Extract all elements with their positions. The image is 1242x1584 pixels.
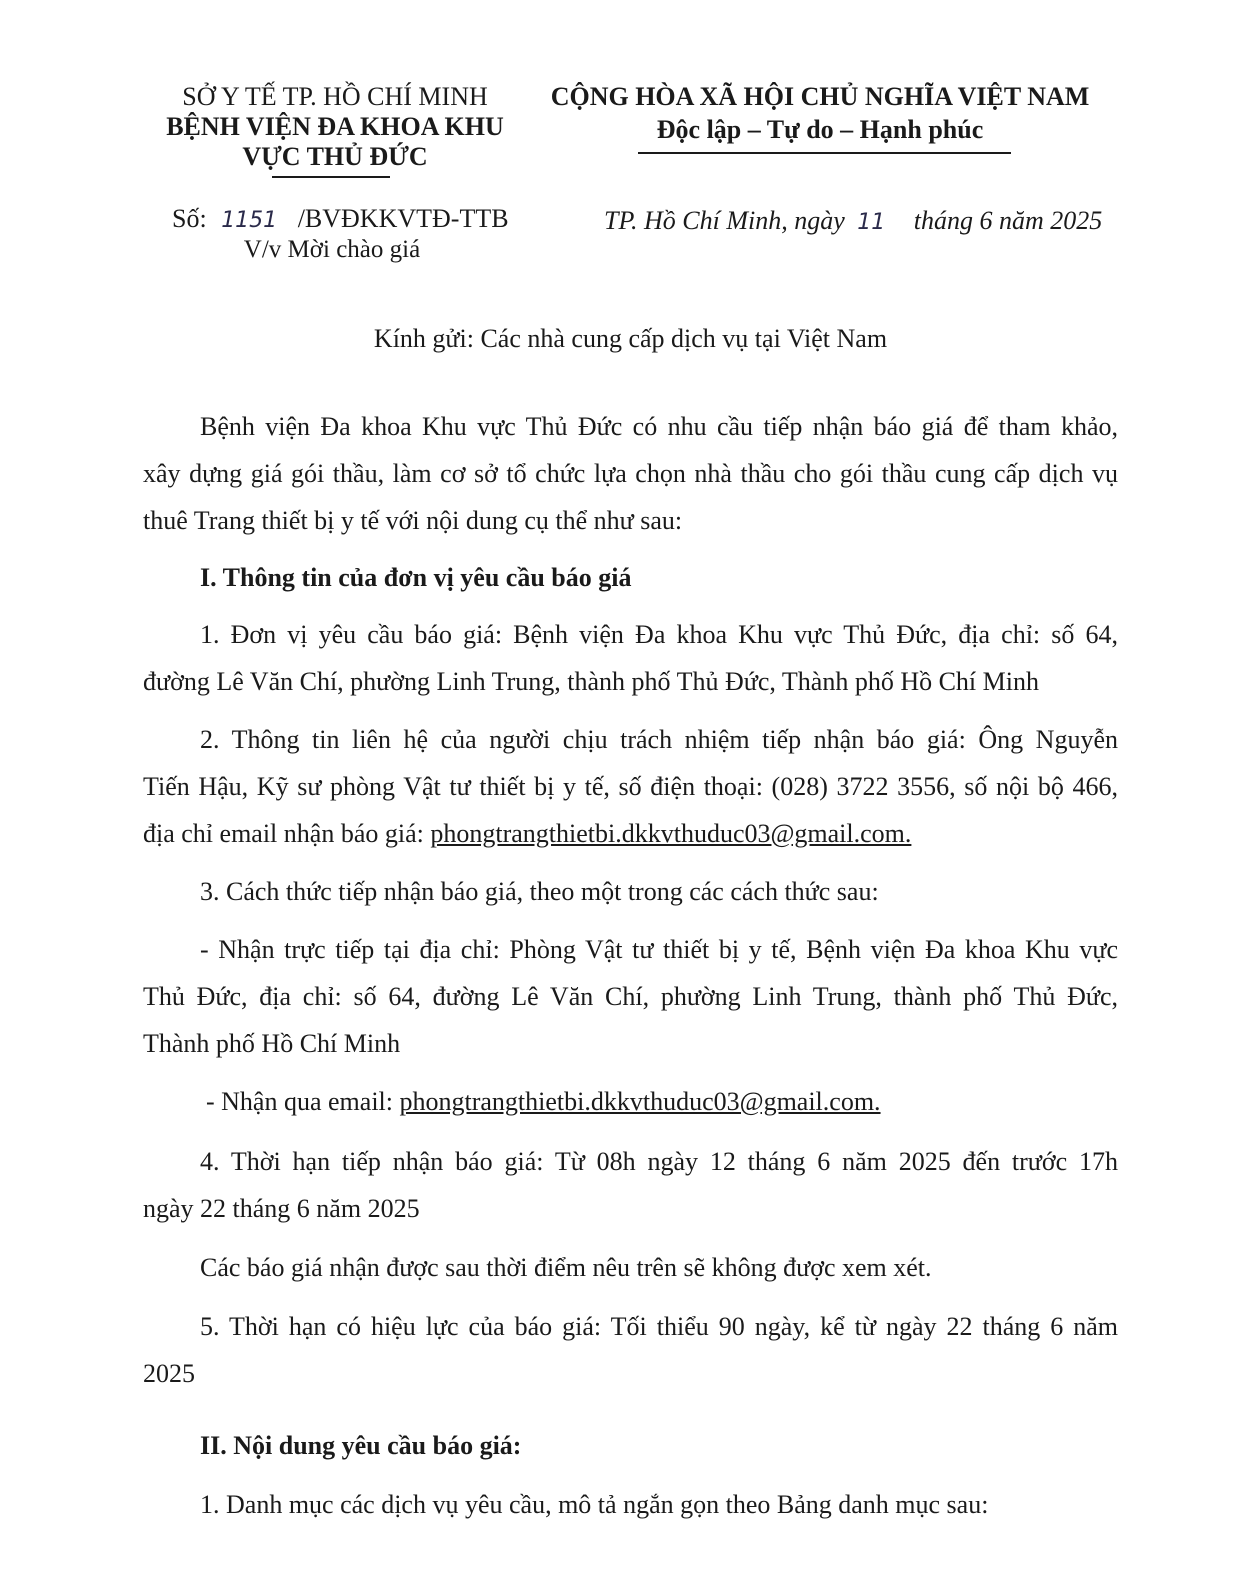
place-date: [604, 206, 1102, 236]
header-right-underline: [638, 152, 1011, 154]
item2-email-link[interactable]: phongtrangthietbi.dkkvthuduc03@gmail.com.: [430, 819, 912, 848]
item3-email-label: - Nhận qua email:: [206, 1087, 400, 1116]
doc-subject: V/v Mời chào giá: [243, 236, 421, 263]
item2-email-label: địa chỉ email nhận báo giá:: [143, 819, 431, 848]
section1-title: I. Thông tin của đơn vị yêu cầu báo giá: [200, 563, 632, 592]
item4-line-1: 4. Thời hạn tiếp nhận báo giá: Từ 08h ngày 12 tháng 6 năm 2025 đến trước 17h: [200, 1147, 1118, 1176]
item4-line-2: ngày 22 tháng 6 năm 2025: [143, 1194, 420, 1223]
doc-number-prefix: Số:: [172, 204, 207, 233]
intro-line-2: xây dựng giá gói thầu, làm cơ sở tổ chức lựa chọn nhà thầu cho gói thầu cung cấp dịch vụ: [143, 459, 1118, 488]
item3-direct-line-2: Thủ Đức, địa chỉ: số 64, đường Lê Văn Chí, phường Linh Trung, thành phố Thủ Đức,: [143, 982, 1118, 1011]
item1-line-2: đường Lê Văn Chí, phường Linh Trung, thành phố Thủ Đức, Thành phố Hồ Chí Minh: [143, 667, 1039, 696]
item5-line-1: 5. Thời hạn có hiệu lực của báo giá: Tối thiểu 90 ngày, kể từ ngày 22 tháng 6 năm: [200, 1312, 1118, 1341]
department-name: SỞ Y TẾ TP. HỒ CHÍ MINH: [182, 82, 488, 111]
item1-line-1: 1. Đơn vị yêu cầu báo giá: Bệnh viện Đa khoa Khu vực Thủ Đức, địa chỉ: số 64,: [200, 620, 1118, 649]
section2-item1: 1. Danh mục các dịch vụ yêu cầu, mô tả ngắn gọn theo Bảng danh mục sau:: [200, 1490, 989, 1519]
recipient: Kính gửi: Các nhà cung cấp dịch vụ tại Việt Nam: [373, 324, 888, 353]
place-date-after: tháng 6 năm 2025: [913, 206, 1103, 235]
intro-line-3: thuê Trang thiết bị y tế với nội dung cụ thể như sau:: [143, 506, 683, 535]
item4-note: Các báo giá nhận được sau thời điểm nêu trên sẽ không được xem xét.: [200, 1253, 932, 1282]
item3-direct-line-3: Thành phố Hồ Chí Minh: [143, 1029, 401, 1058]
hospital-name-line2: VỰC THỦ ĐỨC: [242, 142, 428, 171]
national-motto: Độc lập – Tự do – Hạnh phúc: [656, 115, 984, 144]
national-title: CỘNG HÒA XÃ HỘI CHỦ NGHĨA VIỆT NAM: [550, 82, 1090, 111]
item5-line-2: 2025: [143, 1359, 195, 1388]
hospital-name-line1: BỆNH VIỆN ĐA KHOA KHU: [166, 112, 504, 141]
doc-number-suffix: /BVĐKKVTĐ-TTB: [297, 204, 509, 233]
date-day-handwritten: 11: [857, 210, 886, 235]
item3-line-1: 3. Cách thức tiếp nhận báo giá, theo một trong các cách thức sau:: [200, 877, 879, 906]
intro-line-1: Bệnh viện Đa khoa Khu vực Thủ Đức có nhu cầu tiếp nhận báo giá để tham khảo,: [200, 412, 1118, 441]
item3-direct-line-1: - Nhận trực tiếp tại địa chỉ: Phòng Vật tư thiết bị y tế, Bệnh viện Đa khoa Khu vực: [200, 935, 1118, 964]
place-date-before: TP. Hồ Chí Minh, ngày: [604, 206, 845, 235]
item2-line-2: Tiến Hậu, Kỹ sư phòng Vật tư thiết bị y tế, số điện thoại: (028) 3722 3556, số nội bộ 466,: [143, 772, 1118, 801]
item2-line-3: [143, 819, 911, 849]
item3-email-link[interactable]: phongtrangthietbi.dkkvthuduc03@gmail.com.: [399, 1087, 881, 1116]
header-left-underline: [272, 176, 390, 178]
doc-number-handwritten: 1151: [221, 208, 278, 233]
section2-title: II. Nội dung yêu cầu báo giá:: [200, 1431, 522, 1460]
item2-line-1: 2. Thông tin liên hệ của người chịu trách nhiệm tiếp nhận báo giá: Ông Nguyễn: [200, 725, 1118, 754]
doc-number: [172, 204, 509, 234]
item3-email-line: [206, 1087, 881, 1117]
